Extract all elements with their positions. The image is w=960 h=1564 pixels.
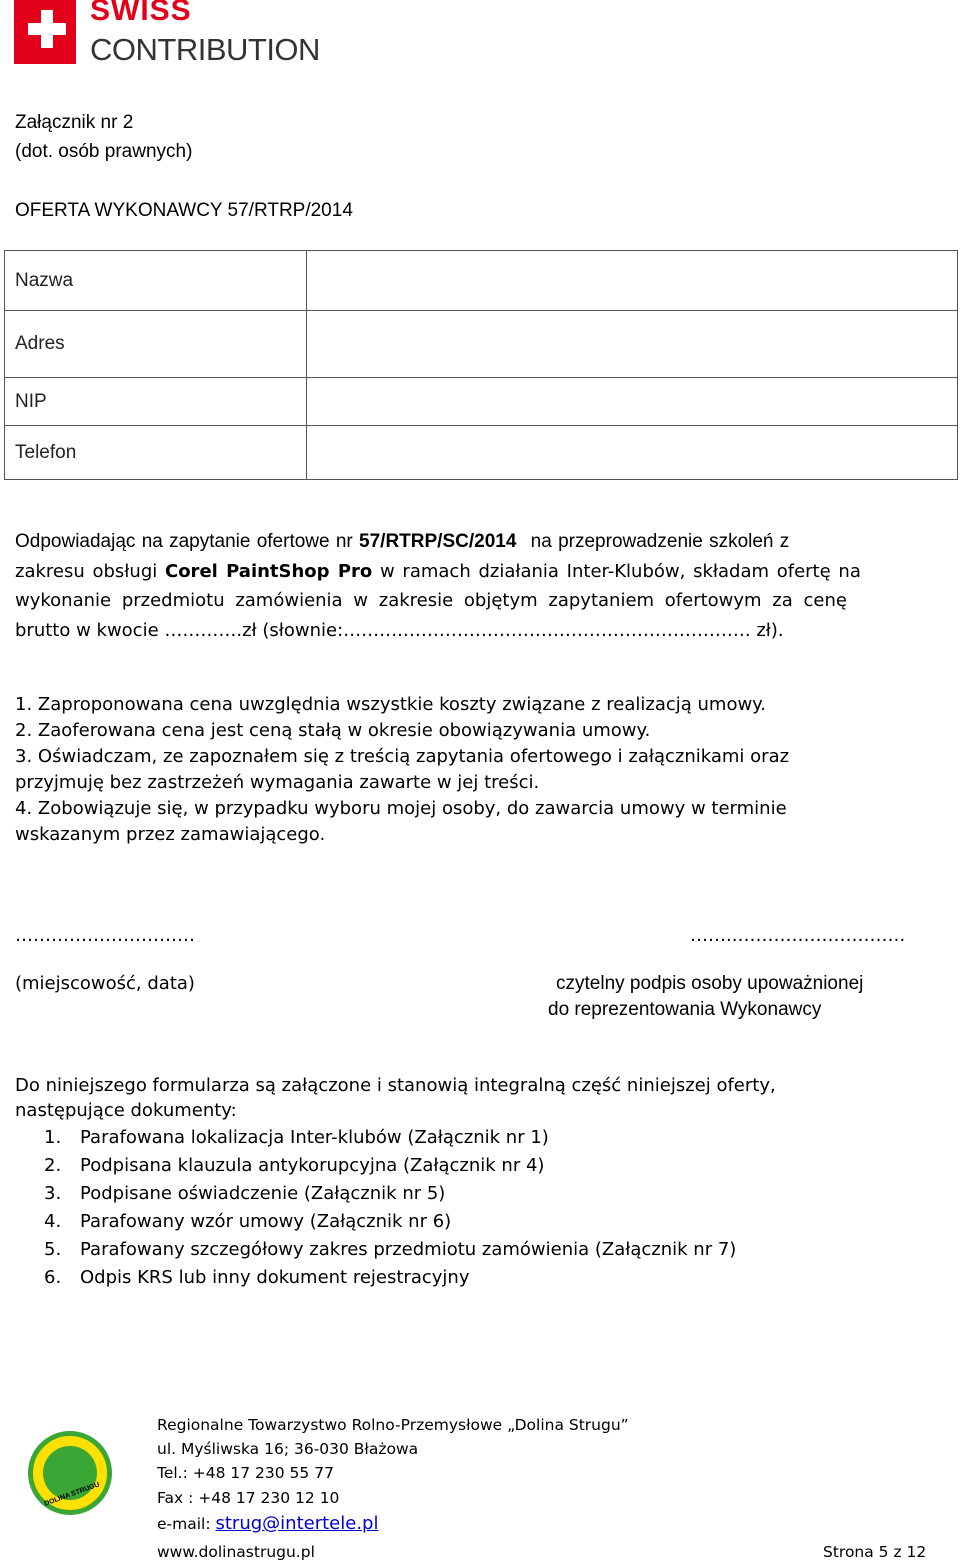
logo-text-swiss: SWISS [90, 0, 192, 27]
place-date-line: ………………………… [15, 925, 195, 946]
footer-website[interactable]: www.dolinastrugu.pl [157, 1543, 315, 1561]
footer-phone: Tel.: +48 17 230 55 77 [157, 1464, 334, 1482]
list-item: 1. Zaproponowana cena uwzględnia wszystkie koszty związane z realizacją umowy. [15, 694, 766, 715]
table-label-address: Adres [5, 311, 307, 378]
attachment-subtitle: (dot. osób prawnych) [15, 141, 193, 162]
table-value-name[interactable] [307, 251, 958, 311]
list-item: 2. Zaoferowana cena jest ceną stałą w okresie obowiązywania umowy. [15, 720, 651, 741]
intro-line-4: brutto w kwocie ………….zł (słownie:……….…………………………………………………. zł). [15, 620, 784, 641]
swiss-cross-icon [14, 0, 76, 64]
list-item: 5. Parafowany szczegółowy zakres przedmiotu zamówienia (Załącznik nr 7) [44, 1239, 737, 1260]
intro-line-2: zakresu obsługi Corel PaintShop Pro w ramach działania Inter-Klubów, składam ofertę na [15, 561, 861, 582]
logo-text-contribution: CONTRIBUTION [90, 32, 320, 67]
footer-address: ul. Myśliwska 16; 36-030 Błażowa [157, 1440, 419, 1458]
footer-email: e-mail: strug@intertele.pl [157, 1513, 379, 1534]
place-date-label: (miejscowość, data) [15, 973, 195, 994]
table-label-phone: Telefon [5, 426, 307, 480]
footer-organization: Regionalne Towarzystwo Rolno-Przemysłowe „Dolina Strugu” [157, 1416, 629, 1434]
signature-label-line-2: do reprezentowania Wykonawcy [548, 999, 822, 1020]
signature-label-line-1: czytelny podpis osoby upoważnionej [556, 973, 864, 994]
list-item: 3. Podpisane oświadczenie (Załącznik nr 5) [44, 1183, 446, 1204]
list-item-continuation: przyjmuję bez zastrzeżeń wymagania zawarte w jej treści. [15, 772, 540, 793]
list-item: 4. Zobowiązuje się, w przypadku wyboru mojej osoby, do zawarcia umowy w terminie [15, 798, 787, 819]
signature-line: ……..………………………. [690, 925, 906, 946]
request-number: 57/RTRP/SC/2014 [359, 531, 517, 552]
table-value-address[interactable] [307, 311, 958, 378]
intro-line-3: wykonanie przedmiotu zamówienia w zakresie objętym zapytaniem ofertowym za cenę [15, 590, 847, 611]
intro-line-1: Odpowiadając na zapytanie ofertowe nr 57/RTRP/SC/2014 na przeprowadzenie szkoleń z [15, 531, 790, 552]
list-item: 6. Odpis KRS lub inny dokument rejestracyjny [44, 1267, 470, 1288]
attachment-number: Załącznik nr 2 [15, 112, 134, 133]
footer-fax: Fax : +48 17 230 12 10 [157, 1489, 340, 1507]
attachments-intro-line-1: Do niniejszego formularza są załączone i stanowią integralną część niniejszej oferty, [15, 1075, 776, 1096]
table-value-nip[interactable] [307, 378, 958, 426]
table-row [5, 251, 958, 311]
table-row [5, 311, 958, 378]
table-value-phone[interactable] [307, 426, 958, 480]
email-link[interactable]: strug@intertele.pl [215, 1513, 379, 1534]
list-item: 1. Parafowana lokalizacja Inter-klubów (Załącznik nr 1) [44, 1127, 549, 1148]
table-label-nip: NIP [5, 378, 307, 426]
table-label-name: Nazwa [5, 251, 307, 311]
list-item: 2. Podpisana klauzula antykorupcyjna (Załącznik nr 4) [44, 1155, 545, 1176]
page-number: Strona 5 z 12 [823, 1543, 927, 1561]
list-item-continuation: wskazanym przez zamawiającego. [15, 824, 326, 845]
dolina-strugu-logo-icon: DOLINA STRUGU [28, 1431, 112, 1515]
contractor-details-table [4, 250, 958, 480]
list-item: 4. Parafowany wzór umowy (Załącznik nr 6) [44, 1211, 452, 1232]
list-item: 3. Oświadczam, ze zapoznałem się z treścią zapytania ofertowego i załącznikami oraz [15, 746, 790, 767]
offer-title: OFERTA WYKONAWCY 57/RTRP/2014 [15, 200, 353, 221]
table-row [5, 378, 958, 426]
attachments-intro-line-2: następujące dokumenty: [15, 1100, 237, 1121]
training-subject: Corel PaintShop Pro [164, 561, 373, 582]
table-row [5, 426, 958, 480]
